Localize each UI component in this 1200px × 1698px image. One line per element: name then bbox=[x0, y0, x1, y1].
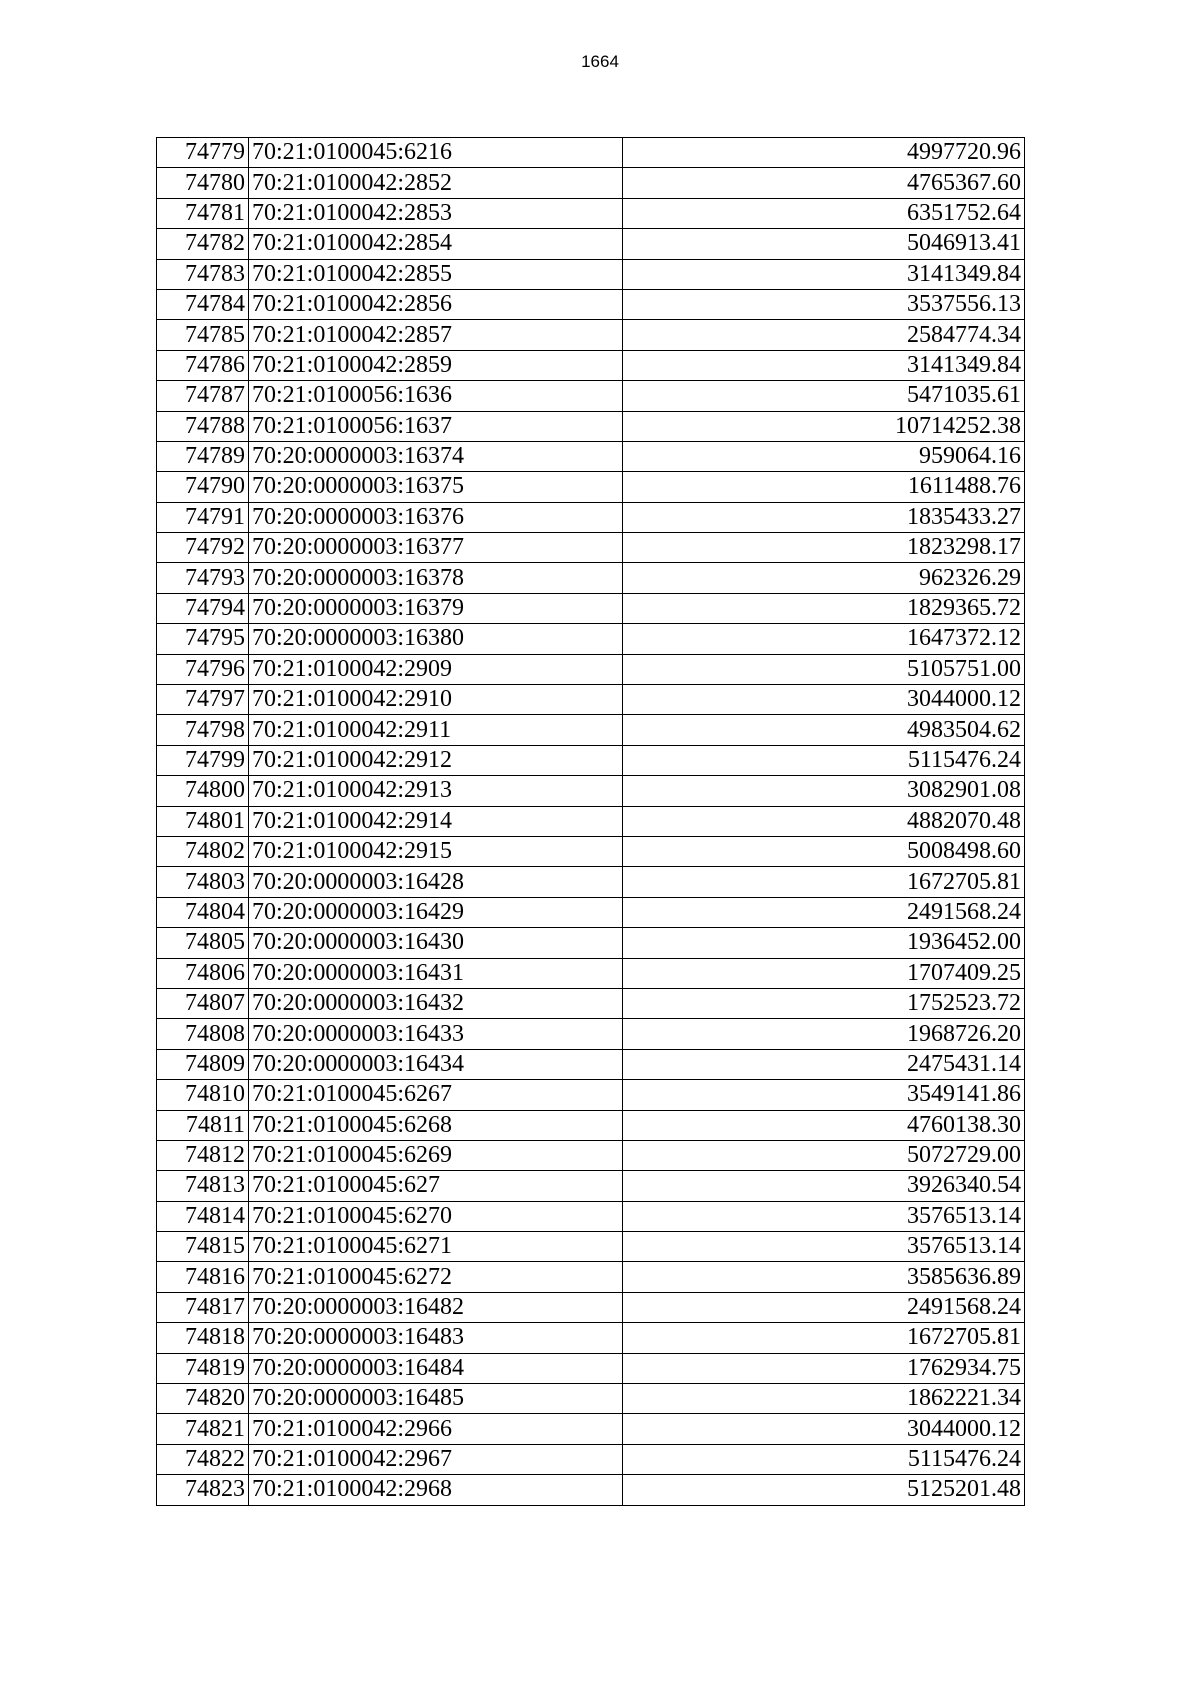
value-cell: 1707409.25 bbox=[623, 958, 1025, 988]
cadastral-number-cell: 70:21:0100042:2852 bbox=[249, 168, 623, 198]
row-number-cell: 74799 bbox=[157, 745, 249, 775]
table-row bbox=[157, 836, 1025, 866]
value-cell: 3141349.84 bbox=[623, 350, 1025, 380]
row-number-cell: 74810 bbox=[157, 1080, 249, 1110]
row-number-cell: 74815 bbox=[157, 1232, 249, 1262]
table-row bbox=[157, 1414, 1025, 1444]
table-row bbox=[157, 289, 1025, 319]
row-number-cell: 74817 bbox=[157, 1292, 249, 1322]
value-cell: 6351752.64 bbox=[623, 198, 1025, 228]
row-number-cell: 74790 bbox=[157, 472, 249, 502]
table-row bbox=[157, 472, 1025, 502]
cadastral-number-cell: 70:21:0100056:1636 bbox=[249, 381, 623, 411]
table-row bbox=[157, 411, 1025, 441]
row-number-cell: 74793 bbox=[157, 563, 249, 593]
page-number: 1664 bbox=[581, 52, 619, 71]
cadastral-number-cell: 70:20:0000003:16375 bbox=[249, 472, 623, 502]
cadastral-number-cell: 70:20:0000003:16429 bbox=[249, 897, 623, 927]
value-cell: 1835433.27 bbox=[623, 502, 1025, 532]
cadastral-number-cell: 70:20:0000003:16378 bbox=[249, 563, 623, 593]
cadastral-number-cell: 70:21:0100042:2859 bbox=[249, 350, 623, 380]
table-row bbox=[157, 685, 1025, 715]
cadastral-number-cell: 70:20:0000003:16428 bbox=[249, 867, 623, 897]
cadastral-number-cell: 70:20:0000003:16430 bbox=[249, 928, 623, 958]
row-number-cell: 74791 bbox=[157, 502, 249, 532]
value-cell: 2491568.24 bbox=[623, 897, 1025, 927]
cadastral-number-cell: 70:20:0000003:16484 bbox=[249, 1353, 623, 1383]
row-number-cell: 74808 bbox=[157, 1019, 249, 1049]
table-row bbox=[157, 168, 1025, 198]
table-row bbox=[157, 897, 1025, 927]
row-number-cell: 74805 bbox=[157, 928, 249, 958]
value-cell: 3549141.86 bbox=[623, 1080, 1025, 1110]
row-number-cell: 74800 bbox=[157, 776, 249, 806]
table-row bbox=[157, 441, 1025, 471]
value-cell: 3537556.13 bbox=[623, 289, 1025, 319]
value-cell: 5115476.24 bbox=[623, 745, 1025, 775]
cadastral-number-cell: 70:20:0000003:16485 bbox=[249, 1384, 623, 1414]
value-cell: 1752523.72 bbox=[623, 988, 1025, 1018]
row-number-cell: 74779 bbox=[157, 138, 249, 168]
cadastral-number-cell: 70:21:0100042:2856 bbox=[249, 289, 623, 319]
table-row bbox=[157, 1353, 1025, 1383]
table-row bbox=[157, 1080, 1025, 1110]
row-number-cell: 74796 bbox=[157, 654, 249, 684]
table-row bbox=[157, 1292, 1025, 1322]
cadastral-number-cell: 70:21:0100042:2911 bbox=[249, 715, 623, 745]
table-row bbox=[157, 138, 1025, 168]
row-number-cell: 74795 bbox=[157, 624, 249, 654]
cadastral-number-cell: 70:21:0100042:2966 bbox=[249, 1414, 623, 1444]
table-row bbox=[157, 1110, 1025, 1140]
cadastral-number-cell: 70:21:0100045:6268 bbox=[249, 1110, 623, 1140]
row-number-cell: 74786 bbox=[157, 350, 249, 380]
value-cell: 2491568.24 bbox=[623, 1292, 1025, 1322]
value-cell: 4765367.60 bbox=[623, 168, 1025, 198]
table-row bbox=[157, 1019, 1025, 1049]
cadastral-number-cell: 70:20:0000003:16432 bbox=[249, 988, 623, 1018]
table-row bbox=[157, 867, 1025, 897]
table-row bbox=[157, 1201, 1025, 1231]
row-number-cell: 74780 bbox=[157, 168, 249, 198]
value-cell: 3044000.12 bbox=[623, 1414, 1025, 1444]
row-number-cell: 74785 bbox=[157, 320, 249, 350]
row-number-cell: 74822 bbox=[157, 1444, 249, 1474]
row-number-cell: 74784 bbox=[157, 289, 249, 319]
table-row bbox=[157, 1444, 1025, 1474]
value-cell: 3082901.08 bbox=[623, 776, 1025, 806]
cadastral-number-cell: 70:21:0100045:6216 bbox=[249, 138, 623, 168]
row-number-cell: 74804 bbox=[157, 897, 249, 927]
table-row bbox=[157, 259, 1025, 289]
table-row bbox=[157, 745, 1025, 775]
value-cell: 4882070.48 bbox=[623, 806, 1025, 836]
row-number-cell: 74781 bbox=[157, 198, 249, 228]
cadastral-number-cell: 70:21:0100042:2967 bbox=[249, 1444, 623, 1474]
cadastral-number-cell: 70:20:0000003:16376 bbox=[249, 502, 623, 532]
row-number-cell: 74823 bbox=[157, 1475, 249, 1505]
cadastral-number-cell: 70:21:0100042:2854 bbox=[249, 229, 623, 259]
value-cell: 3576513.14 bbox=[623, 1232, 1025, 1262]
cadastral-number-cell: 70:21:0100045:6272 bbox=[249, 1262, 623, 1292]
row-number-cell: 74820 bbox=[157, 1384, 249, 1414]
cadastral-number-cell: 70:20:0000003:16433 bbox=[249, 1019, 623, 1049]
table-row bbox=[157, 624, 1025, 654]
value-cell: 1672705.81 bbox=[623, 867, 1025, 897]
table-row bbox=[157, 381, 1025, 411]
cadastral-number-cell: 70:20:0000003:16377 bbox=[249, 533, 623, 563]
row-number-cell: 74788 bbox=[157, 411, 249, 441]
table-row bbox=[157, 988, 1025, 1018]
row-number-cell: 74818 bbox=[157, 1323, 249, 1353]
value-cell: 1762934.75 bbox=[623, 1353, 1025, 1383]
cadastral-number-cell: 70:20:0000003:16434 bbox=[249, 1049, 623, 1079]
value-cell: 4997720.96 bbox=[623, 138, 1025, 168]
cadastral-number-cell: 70:21:0100042:2857 bbox=[249, 320, 623, 350]
table-row bbox=[157, 320, 1025, 350]
row-number-cell: 74801 bbox=[157, 806, 249, 836]
row-number-cell: 74797 bbox=[157, 685, 249, 715]
cadastral-number-cell: 70:20:0000003:16380 bbox=[249, 624, 623, 654]
value-cell: 10714252.38 bbox=[623, 411, 1025, 441]
value-cell: 5105751.00 bbox=[623, 654, 1025, 684]
table-row bbox=[157, 1475, 1025, 1505]
row-number-cell: 74783 bbox=[157, 259, 249, 289]
value-cell: 4983504.62 bbox=[623, 715, 1025, 745]
cadastral-number-cell: 70:20:0000003:16374 bbox=[249, 441, 623, 471]
value-cell: 1823298.17 bbox=[623, 533, 1025, 563]
table-row bbox=[157, 776, 1025, 806]
cadastral-number-cell: 70:21:0100045:6267 bbox=[249, 1080, 623, 1110]
cadastral-number-cell: 70:21:0100042:2913 bbox=[249, 776, 623, 806]
value-cell: 1968726.20 bbox=[623, 1019, 1025, 1049]
value-cell: 3585636.89 bbox=[623, 1262, 1025, 1292]
table-row bbox=[157, 806, 1025, 836]
table-row bbox=[157, 928, 1025, 958]
table-row bbox=[157, 654, 1025, 684]
row-number-cell: 74821 bbox=[157, 1414, 249, 1444]
cadastral-number-cell: 70:21:0100042:2914 bbox=[249, 806, 623, 836]
cadastral-number-cell: 70:21:0100042:2853 bbox=[249, 198, 623, 228]
value-cell: 3044000.12 bbox=[623, 685, 1025, 715]
value-cell: 962326.29 bbox=[623, 563, 1025, 593]
row-number-cell: 74813 bbox=[157, 1171, 249, 1201]
value-cell: 1862221.34 bbox=[623, 1384, 1025, 1414]
row-number-cell: 74819 bbox=[157, 1353, 249, 1383]
table-row bbox=[157, 1171, 1025, 1201]
row-number-cell: 74816 bbox=[157, 1262, 249, 1292]
table-row bbox=[157, 715, 1025, 745]
value-cell: 5115476.24 bbox=[623, 1444, 1025, 1474]
value-cell: 1672705.81 bbox=[623, 1323, 1025, 1353]
cadastral-number-cell: 70:20:0000003:16379 bbox=[249, 593, 623, 623]
value-cell: 1829365.72 bbox=[623, 593, 1025, 623]
row-number-cell: 74812 bbox=[157, 1140, 249, 1170]
row-number-cell: 74807 bbox=[157, 988, 249, 1018]
table-row bbox=[157, 593, 1025, 623]
table-row bbox=[157, 350, 1025, 380]
table-body bbox=[157, 138, 1025, 1506]
cadastral-number-cell: 70:20:0000003:16483 bbox=[249, 1323, 623, 1353]
cadastral-number-cell: 70:21:0100042:2915 bbox=[249, 836, 623, 866]
cadastral-number-cell: 70:21:0100045:627 bbox=[249, 1171, 623, 1201]
table-row bbox=[157, 1384, 1025, 1414]
cadastral-number-cell: 70:21:0100042:2855 bbox=[249, 259, 623, 289]
table-row bbox=[157, 563, 1025, 593]
value-cell: 4760138.30 bbox=[623, 1110, 1025, 1140]
cadastral-number-cell: 70:21:0100042:2910 bbox=[249, 685, 623, 715]
value-cell: 2475431.14 bbox=[623, 1049, 1025, 1079]
value-cell: 5072729.00 bbox=[623, 1140, 1025, 1170]
cadastral-number-cell: 70:21:0100042:2909 bbox=[249, 654, 623, 684]
table-row bbox=[157, 1262, 1025, 1292]
value-cell: 1647372.12 bbox=[623, 624, 1025, 654]
table-row bbox=[157, 958, 1025, 988]
value-cell: 2584774.34 bbox=[623, 320, 1025, 350]
row-number-cell: 74798 bbox=[157, 715, 249, 745]
row-number-cell: 74794 bbox=[157, 593, 249, 623]
value-cell: 5008498.60 bbox=[623, 836, 1025, 866]
cadastral-number-cell: 70:21:0100045:6269 bbox=[249, 1140, 623, 1170]
value-cell: 3926340.54 bbox=[623, 1171, 1025, 1201]
value-cell: 1936452.00 bbox=[623, 928, 1025, 958]
row-number-cell: 74782 bbox=[157, 229, 249, 259]
row-number-cell: 74789 bbox=[157, 441, 249, 471]
value-cell: 5046913.41 bbox=[623, 229, 1025, 259]
table-row bbox=[157, 1232, 1025, 1262]
value-cell: 959064.16 bbox=[623, 441, 1025, 471]
table-row bbox=[157, 1049, 1025, 1079]
data-table bbox=[156, 137, 1025, 1506]
table-row bbox=[157, 1140, 1025, 1170]
row-number-cell: 74792 bbox=[157, 533, 249, 563]
row-number-cell: 74814 bbox=[157, 1201, 249, 1231]
table-row bbox=[157, 502, 1025, 532]
table-row bbox=[157, 533, 1025, 563]
table-row bbox=[157, 198, 1025, 228]
table-row bbox=[157, 229, 1025, 259]
cadastral-number-cell: 70:20:0000003:16482 bbox=[249, 1292, 623, 1322]
row-number-cell: 74811 bbox=[157, 1110, 249, 1140]
value-cell: 5125201.48 bbox=[623, 1475, 1025, 1505]
cadastral-number-cell: 70:21:0100056:1637 bbox=[249, 411, 623, 441]
value-cell: 3141349.84 bbox=[623, 259, 1025, 289]
cadastral-number-cell: 70:20:0000003:16431 bbox=[249, 958, 623, 988]
value-cell: 3576513.14 bbox=[623, 1201, 1025, 1231]
row-number-cell: 74802 bbox=[157, 836, 249, 866]
cadastral-number-cell: 70:21:0100042:2968 bbox=[249, 1475, 623, 1505]
row-number-cell: 74809 bbox=[157, 1049, 249, 1079]
value-cell: 1611488.76 bbox=[623, 472, 1025, 502]
table-row bbox=[157, 1323, 1025, 1353]
row-number-cell: 74803 bbox=[157, 867, 249, 897]
cadastral-number-cell: 70:21:0100042:2912 bbox=[249, 745, 623, 775]
row-number-cell: 74787 bbox=[157, 381, 249, 411]
cadastral-number-cell: 70:21:0100045:6271 bbox=[249, 1232, 623, 1262]
cadastral-number-cell: 70:21:0100045:6270 bbox=[249, 1201, 623, 1231]
row-number-cell: 74806 bbox=[157, 958, 249, 988]
value-cell: 5471035.61 bbox=[623, 381, 1025, 411]
